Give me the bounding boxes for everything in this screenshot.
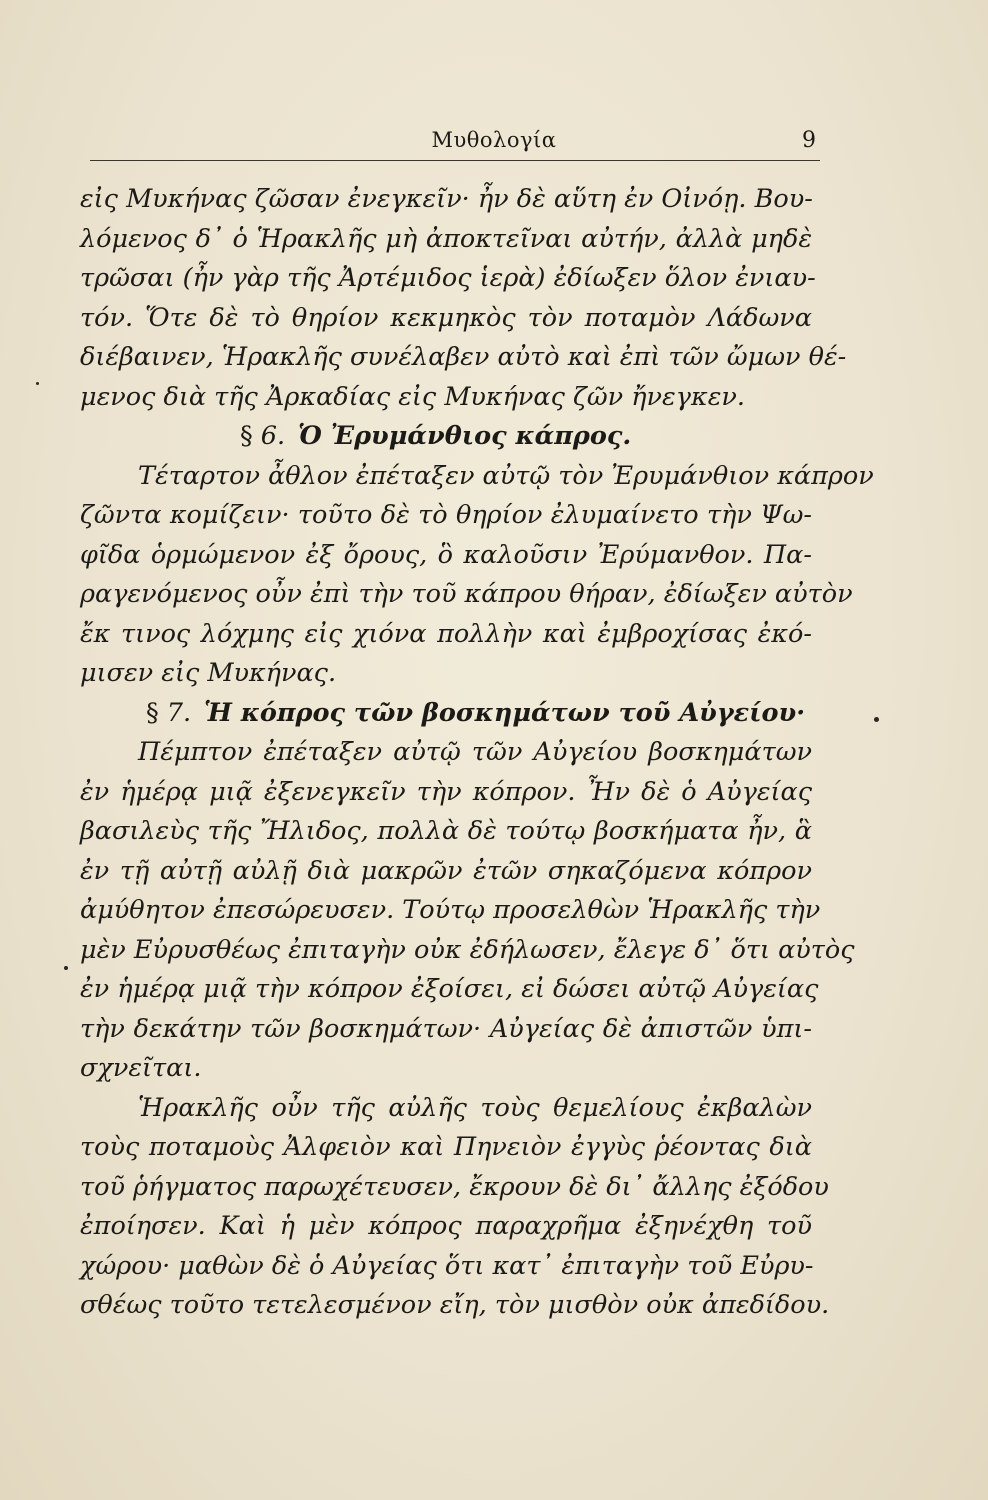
section-heading-6: [80, 417, 812, 457]
page-number: 9: [802, 128, 816, 153]
text-line: Πέμπτον ἐπέταξεν αὐτῷ τῶν Αὐγείου βοσκημάτων: [138, 737, 812, 767]
section-heading-7: [80, 694, 812, 734]
header-rule: [90, 160, 820, 161]
text-line: μενος διὰ τῆς Ἀρκαδίας εἰς Μυκήνας ζῶν ἤνεγκεν.: [80, 381, 745, 412]
text-line: ζῶντα κομίζειν· τοῦτο δὲ τὸ θηρίον ἐλυμαίνετο τὴν Ψω-: [80, 500, 812, 530]
text-line: βασιλεὺς τῆς Ἤλιδος, πολλὰ δὲ τούτῳ βοσκήματα ἦν, ἃ: [80, 816, 812, 846]
text-line: ἀμύθητον ἐπεσώρευσεν. Τούτῳ προσελθὼν Ἡρακλῆς τὴν: [80, 895, 821, 925]
text-line: ἐν τῇ αὐτῇ αὐλῇ διὰ μακρῶν ἐτῶν σηκαζόμενα κόπρον: [80, 855, 812, 886]
text-line: εἰς Μυκήνας ζῶσαν ἐνεγκεῖν· ἦν δὲ αὕτη ἐν Οἰνόῃ. Βου-: [80, 184, 813, 214]
text-line: σθέως τοῦτο τετελεσμένον εἴη, τὸν μισθὸν οὐκ ἀπεδίδου.: [80, 1290, 830, 1320]
paragraph-2: [80, 457, 874, 694]
text-line: Τέταρτον ἆθλον ἐπέταξεν αὐτῷ τὸν Ἐρυμάνθιον κάπρον: [138, 460, 874, 491]
text-line: ἔκ τινος λόχμης εἰς χιόνα πολλὴν καὶ ἐμβροχίσας ἐκό-: [80, 618, 812, 649]
text-line: Ἡρακλῆς οὖν τῆς αὐλῆς τοὺς θεμελίους ἐκβαλὼν: [138, 1092, 812, 1123]
text-line: ἐν ἡμέρᾳ μιᾷ ἐξενεγκεῖν τὴν κόπρον. Ἦν δὲ ὁ Αὐγείας: [80, 776, 812, 807]
section-symbol: §: [240, 421, 253, 451]
body-text: [80, 180, 874, 1326]
paper-speck: [64, 966, 68, 970]
text-line: σχνεῖται.: [80, 1053, 202, 1083]
section-title: Ὁ Ἐρυμάνθιος κάπρος.: [297, 421, 632, 451]
paragraph-1: [80, 180, 847, 417]
section-number: 7.: [166, 697, 192, 728]
text-line: τρῶσαι (ἦν γὰρ τῆς Ἀρτέμιδος ἱερὰ) ἐδίωξεν ὅλον ἐνιαυ-: [80, 263, 816, 293]
text-line: τὴν δεκάτην τῶν βοσκημάτων· Αὐγείας δὲ ἀπιστῶν ὑπι-: [80, 1013, 812, 1044]
text-line: χώρου· μαθὼν δὲ ὁ Αὐγείας ὅτι κατ᾽ ἐπιταγὴν τοῦ Εὐρυ-: [80, 1250, 814, 1281]
text-line: ραγενόμενος οὖν ἐπὶ τὴν τοῦ κάπρου θήραν, ἐδίωξεν αὐτὸν: [80, 579, 853, 609]
text-line: ἐν ἡμέρᾳ μιᾷ τὴν κόπρον ἐξοίσει, εἰ δώσει αὐτῷ Αὐγείας: [80, 974, 819, 1004]
text-line: μισεν εἰς Μυκήνας.: [80, 658, 337, 688]
text-line: λόμενος δ᾽ ὁ Ἡρακλῆς μὴ ἀποκτεῖναι αὐτήν, ἀλλὰ μηδὲ: [80, 223, 812, 254]
section-number: 6.: [260, 421, 286, 451]
text-line: τοὺς ποταμοὺς Ἀλφειὸν καὶ Πηνειὸν ἐγγὺς ῥέοντας διὰ: [80, 1132, 812, 1162]
text-line: τοῦ ῥήγματος παρωχέτευσεν, ἔκρουν δὲ δι᾽ ἄλλης ἐξόδου: [80, 1171, 829, 1202]
running-title: Μυθολογία: [431, 128, 557, 152]
section-symbol: §: [146, 697, 159, 728]
section-title: Ἡ κόπρος τῶν βοσκημάτων τοῦ Αὐγείου·: [203, 697, 806, 728]
text-line: ἐποίησεν. Καὶ ἡ μὲν κόπρος παραχρῆμα ἐξηνέχθη τοῦ: [80, 1211, 812, 1241]
text-line: διέβαινεν, Ἡρακλῆς συνέλαβεν αὐτὸ καὶ ἐπὶ τῶν ὤμων θέ-: [80, 342, 847, 372]
text-line: τόν. Ὅτε δὲ τὸ θηρίον κεκμηκὸς τὸν ποταμὸν Λάδωνα: [80, 302, 812, 333]
paragraph-4: [80, 1089, 830, 1326]
paper-speck: [36, 382, 39, 385]
paper-speck: [874, 717, 879, 722]
text-line: μὲν Εὐρυσθέως ἐπιταγὴν οὐκ ἐδήλωσεν, ἔλεγε δ᾽ ὅτι αὐτὸς: [80, 934, 855, 965]
paragraph-3: [80, 733, 855, 1089]
text-line: φῖδα ὁρμώμενον ἐξ ὄρους, ὃ καλοῦσιν Ἐρύμανθον. Πα-: [80, 539, 812, 570]
